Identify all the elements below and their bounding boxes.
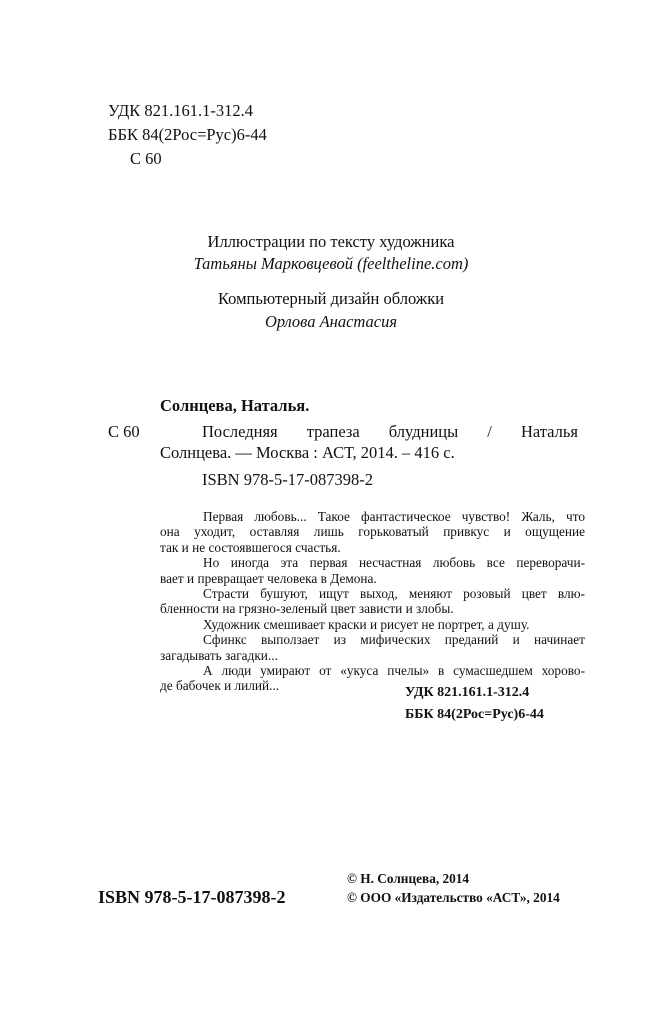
footer-bbk-code: ББК 84(2Рос=Рус)6-44 (405, 707, 544, 722)
abstract-line: Но иногда эта первая несчастная любовь все переворачи- (203, 555, 585, 570)
bottom-isbn: ISBN 978-5-17-087398-2 (98, 887, 286, 907)
abstract-line: загадывать загадки... (160, 648, 278, 663)
catalog-title-line2: Солнцева. — Москва : АСТ, 2014. – 416 с. (160, 443, 455, 462)
abstract-line: А люди умирают от «укуса пчелы» в сумасшедшем хорово- (203, 663, 585, 678)
catalog-isbn: ISBN 978-5-17-087398-2 (202, 470, 373, 489)
abstract-line: Первая любовь... Такое фантастическое чувство! Жаль, что (203, 509, 585, 524)
abstract-line: вает и превращает человека в Демона. (160, 571, 377, 586)
abstract-line: бленности на грязно-зеленый цвет зависти и злобы. (160, 601, 454, 616)
copyright-publisher: © ООО «Издательство «АСТ», 2014 (347, 890, 560, 905)
catalog-title-line1: Последняя трапеза блудницы / Наталья (202, 422, 578, 441)
abstract-line: она уходит, оставляя лишь горьковатый привкус и ощущение (160, 524, 585, 539)
footer-udk-code: УДК 821.161.1-312.4 (405, 685, 530, 700)
cover-design-label: Компьютерный дизайн обложки (217, 289, 445, 308)
abstract-line: Страсти бушуют, ищут выход, меняют розовый цвет влю- (203, 586, 585, 601)
author-mark: С 60 (130, 149, 162, 168)
abstract-line: так и не состоявшегося счастья. (160, 540, 341, 555)
udk-code: УДК 821.161.1-312.4 (108, 101, 254, 120)
illustrator-name: Татьяны Марковцевой (feeltheline.com) (193, 254, 469, 273)
abstract-line: Сфинкс выползает из мифических преданий и начинает (203, 632, 585, 647)
illustrations-label: Иллюстрации по тексту художника (207, 232, 455, 251)
copyright-author: © Н. Солнцева, 2014 (347, 871, 470, 886)
catalog-mark: С 60 (108, 422, 140, 441)
abstract-line: Художник смешивает краски и рисует не портрет, а душу. (203, 617, 530, 632)
catalog-author: Солнцева, Наталья. (160, 396, 310, 415)
abstract-line: де бабочек и лилий... (160, 678, 280, 693)
cover-designer-name: Орлова Анастасия (264, 312, 398, 331)
bbk-code: ББК 84(2Рос=Рус)6-44 (108, 125, 267, 144)
